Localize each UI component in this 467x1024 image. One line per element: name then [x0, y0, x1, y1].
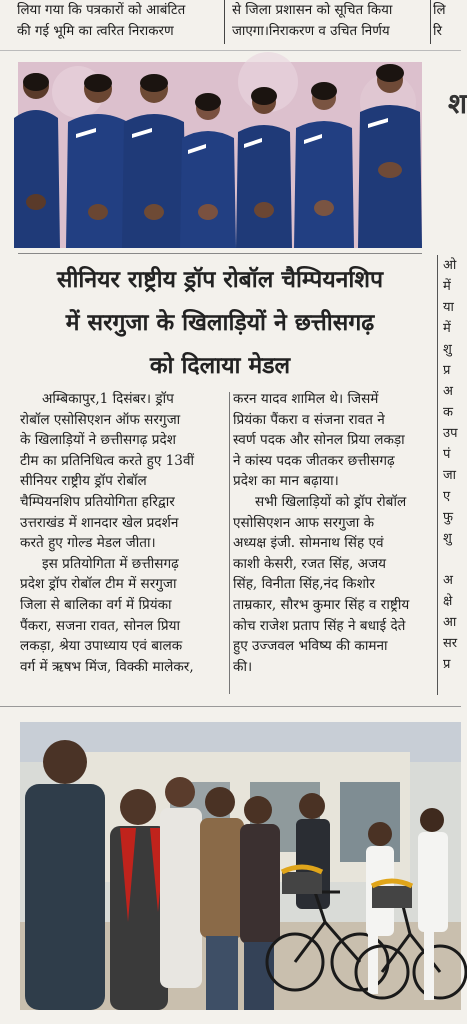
top-left-line: लिया गया कि पत्रकारों को आबंटित	[17, 3, 186, 18]
section-rule	[0, 50, 461, 51]
team-photo	[18, 62, 422, 248]
headline-line-2: में सरगुजा के खिलाड़ियों ने छत्तीसगढ़	[65, 310, 375, 336]
adjacent-line: उप	[443, 426, 458, 441]
adjacent-line: जा	[443, 468, 457, 483]
article-line: अम्बिकापुर,1 दिसंबर। ड्रॉप	[42, 391, 174, 407]
top-edge-column-fragment	[433, 0, 461, 46]
person-white-shirt	[160, 777, 202, 988]
adjacent-line: अ	[443, 573, 453, 588]
article-line: करन यादव शामिल थे। जिसमें	[233, 391, 379, 407]
section-rule	[0, 706, 461, 707]
article-column-left	[20, 389, 228, 677]
team-photo-illustration	[18, 62, 422, 248]
column-divider	[224, 0, 225, 44]
article-line: प्रियंका पैंकरा व संजना रावत ने	[233, 411, 385, 428]
article-line: ताम्रकार, सौरभ कुमार सिंह व राष्ट्रीय	[233, 596, 410, 613]
article-line: सिंह, विनीता सिंह,नंद किशोर	[233, 576, 375, 593]
top-right-line: जाएगा।निराकरण व उचित निर्णय	[232, 24, 390, 39]
article-column-middle	[233, 389, 423, 677]
adjacent-line: शु	[443, 531, 452, 546]
article-line: सभी खिलाड़ियों को ड्रॉप रोबॉल	[255, 493, 407, 510]
adjacent-line	[443, 549, 461, 570]
top-edge-line: लि	[433, 3, 446, 18]
person-checked-shirt	[200, 787, 244, 1010]
article-line: वर्ग में ऋषभ मिंज, विक्की मालेकर,	[20, 658, 194, 675]
adjacent-line: क्षे	[443, 594, 453, 609]
article-line: जिला से बालिका वर्ग में प्रियंका	[20, 596, 172, 613]
article-line: उत्तराखंड में शानदार खेल प्रदर्शन	[20, 514, 179, 531]
adjacent-line: ए	[443, 489, 451, 504]
bicycle-distribution-photo	[20, 722, 461, 1010]
edge-headline-glyph: श	[448, 87, 467, 120]
top-edge-line: रि	[433, 24, 442, 39]
photo-caption-rule	[18, 253, 422, 254]
article-line: रोबॉल एसोसिएशन ऑफ सरगुजा	[20, 411, 181, 428]
article-line: सीनियर राष्ट्रीय ड्रॉप रोबॉल	[20, 473, 147, 490]
article-line: टीम का प्रतिनिधित्व करते हुए 13वीं	[20, 452, 195, 469]
event-photo-illustration	[20, 722, 461, 1010]
person-dark-jacket	[240, 796, 280, 1010]
adjacent-line: प्र	[443, 363, 451, 378]
adjacent-line: आ	[443, 615, 457, 630]
adjacent-line: पं	[443, 447, 451, 462]
top-right-column-fragment	[232, 0, 428, 46]
column-divider	[437, 255, 438, 695]
adjacent-line: या	[443, 300, 454, 315]
adjacent-line: प्र	[443, 657, 451, 672]
article-line: पैंकरा, सजना रावत, सोनल प्रिया	[20, 617, 181, 634]
article-line: के खिलाड़ियों ने छत्तीसगढ़ प्रदेश	[20, 432, 176, 449]
column-divider	[430, 0, 431, 44]
adjacent-line: में	[443, 279, 451, 294]
article-line: करते हुए गोल्ड मेडल जीता।	[20, 535, 156, 552]
article-line: प्रदेश ड्रॉप रोबॉल टीम में सरगुजा	[20, 576, 177, 593]
headline-line-1: सीनियर राष्ट्रीय ड्रॉप रोबॉल चैम्पियनशिप	[56, 267, 384, 293]
adjacent-line: सर	[443, 636, 458, 651]
article-line: अध्यक्ष इंजी. सोमनाथ सिंह एवं	[233, 535, 384, 552]
top-left-line: की गई भूमि का त्वरित निराकरण	[17, 24, 174, 39]
top-left-column-fragment	[17, 0, 217, 46]
article-line: काशी केसरी, रजत सिंह, अजय	[233, 555, 387, 572]
adjacent-line: फु	[443, 510, 454, 525]
article-line: हुए उज्जवल भविष्य की कामना	[233, 638, 388, 655]
adjacent-line: में	[443, 321, 451, 336]
adjacent-line: ओ	[443, 258, 457, 273]
adjacent-line: क	[443, 405, 453, 420]
adjacent-line: अ	[443, 384, 453, 399]
adjacent-line: शु	[443, 342, 452, 357]
article-line: एसोसिएशन आफ सरगुजा के	[233, 514, 375, 531]
article-line: की।	[233, 658, 253, 675]
adjacent-article-fragment	[443, 255, 461, 695]
headline-line-3: को दिलाया मेडल	[149, 353, 291, 379]
article-line: इस प्रतियोगिता में छत्तीसगढ़	[42, 555, 179, 572]
article-line: लकड़ा, श्रेया उपाध्याय एवं बालक	[20, 638, 183, 655]
article-line: कोच राजेश प्रताप सिंह ने बधाई देते	[233, 617, 406, 634]
top-right-line: से जिला प्रशासन को सूचित किया	[232, 3, 393, 18]
column-divider	[229, 392, 230, 694]
article-line: ने कांस्य पदक जीतकर छत्तीसगढ़	[233, 452, 395, 469]
article-line: प्रदेश का मान बढ़ाया।	[233, 473, 339, 490]
article-line: स्वर्ण पदक और सोनल प्रिया लकड़ा	[233, 432, 405, 449]
article-line: चैम्पियनशिप प्रतियोगिता हरिद्वार	[20, 493, 175, 510]
